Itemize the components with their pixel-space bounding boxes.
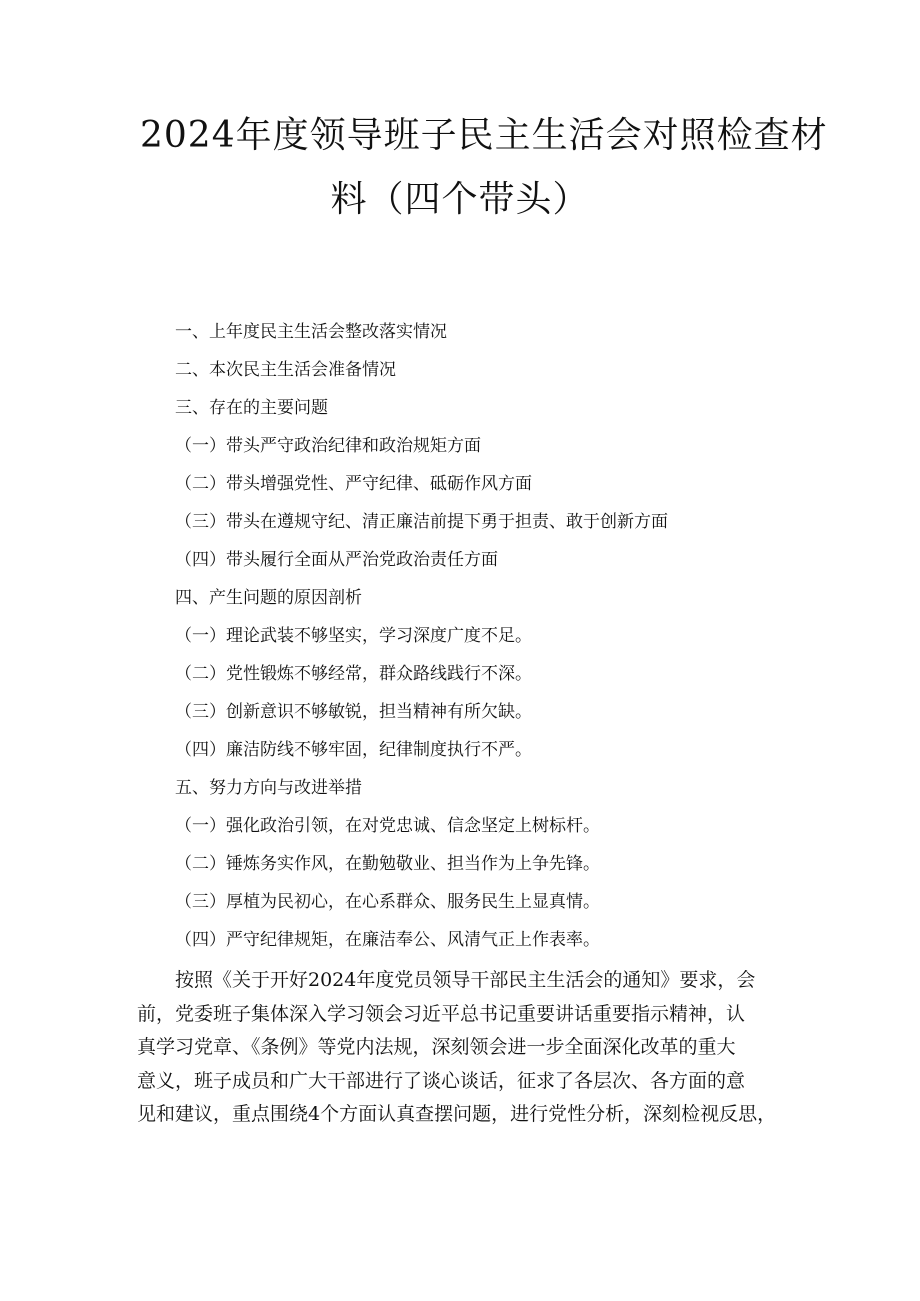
document-title-line-1: 2024年度领导班子民主生活会对照检查材 bbox=[140, 115, 828, 156]
outline-item: 三、存在的主要问题 bbox=[175, 398, 328, 418]
outline-item: （一）理论武装不够坚实，学习深度广度不足。 bbox=[175, 626, 532, 646]
outline-item: （三）创新意识不够敏锐，担当精神有所欠缺。 bbox=[175, 702, 532, 722]
outline-item: （四）带头履行全面从严治党政治责任方面 bbox=[175, 550, 498, 570]
outline-item: （四）严守纪律规矩，在廉洁奉公、风清气正上作表率。 bbox=[175, 930, 600, 950]
outline-item: （二）带头增强党性、严守纪律、砥砺作风方面 bbox=[175, 474, 532, 494]
outline-item: 五、努力方向与改进举措 bbox=[175, 778, 362, 798]
body-line: 前，党委班子集体深入学习领会习近平总书记重要讲话重要指示精神，认 bbox=[137, 1002, 746, 1025]
outline-item: （三）带头在遵规守纪、清正廉洁前提下勇于担责、敢于创新方面 bbox=[175, 512, 668, 532]
body-line: 按照《关于开好2024年度党员领导干部民主生活会的通知》要求，会 bbox=[175, 969, 756, 991]
body-line: 意义，班子成员和广大干部进行了谈心谈话，征求了各层次、各方面的意 bbox=[137, 1069, 746, 1092]
outline-item: 一、上年度民主生活会整改落实情况 bbox=[175, 322, 447, 342]
outline-item: （二）党性锻炼不够经常，群众路线践行不深。 bbox=[175, 664, 532, 684]
outline-item: （一）带头严守政治纪律和政治规矩方面 bbox=[175, 436, 481, 456]
outline-item: 四、产生问题的原因剖析 bbox=[175, 588, 362, 608]
outline-item: 二、本次民主生活会准备情况 bbox=[175, 360, 396, 380]
body-line: 见和建议，重点围绕4个方面认真查摆问题，进行党性分析，深刻检视反思， bbox=[137, 1103, 777, 1125]
body-paragraph bbox=[137, 964, 785, 1132]
outline-item: （一）强化政治引领，在对党忠诚、信念坚定上树标杆。 bbox=[175, 816, 600, 836]
body-line: 真学习党章、《条例》等党内法规，深刻领会进一步全面深化改革的重大 bbox=[137, 1036, 736, 1058]
outline-item: （二）锤炼务实作风，在勤勉敬业、担当作为上争先锋。 bbox=[175, 854, 600, 874]
outline-list bbox=[175, 318, 815, 964]
outline-item: （四）廉洁防线不够牢固，纪律制度执行不严。 bbox=[175, 740, 532, 760]
document-title-line-2: 料（四个带头） bbox=[330, 179, 590, 220]
outline-item: （三）厚植为民初心，在心系群众、服务民生上显真情。 bbox=[175, 892, 600, 912]
